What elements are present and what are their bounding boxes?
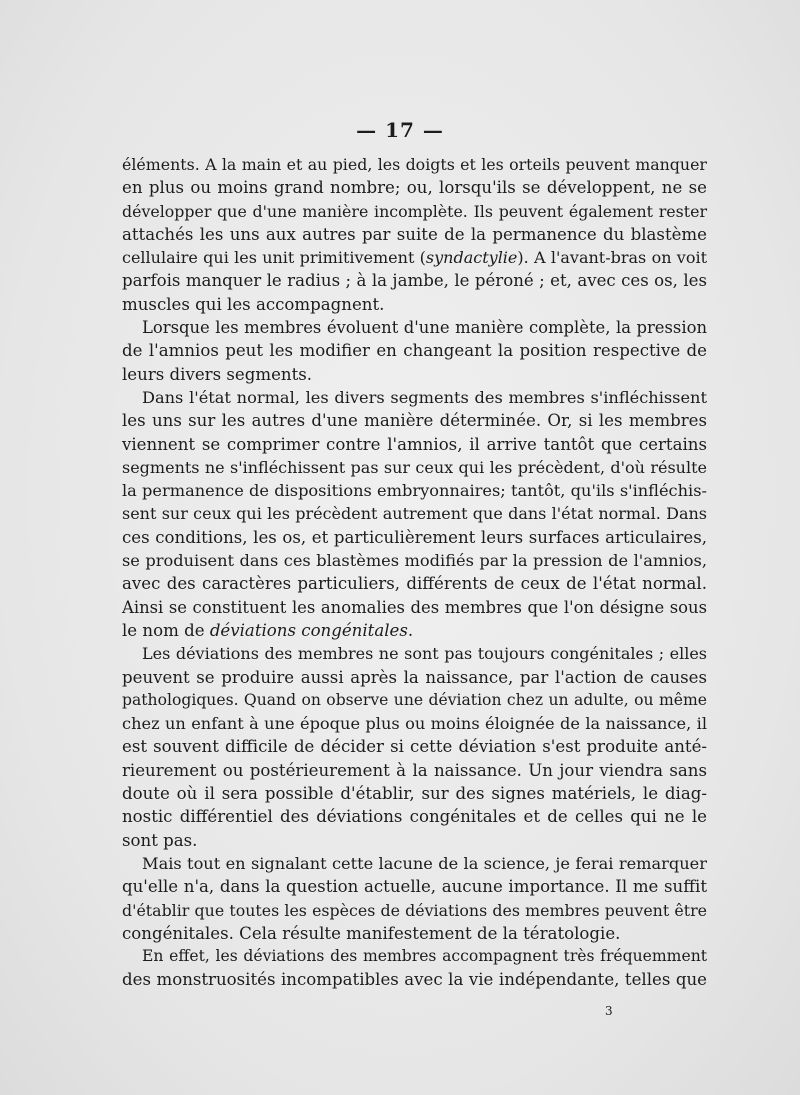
text-line: segments ne s'infléchissent pas sur ceux qui les précèdent, d'où résulte: [122, 457, 707, 477]
text-line: Mais tout en signalant cette lacune de la science, je ferai remarquer: [142, 853, 707, 873]
text-line: de l'amnios peut les modifier en changeant la position respective de: [122, 341, 707, 361]
text-line: la permanence de dispositions embryonnaires; tantôt, qu'ils s'infléchis-: [122, 481, 707, 501]
text-line: doute où il sera possible d'établir, sur des signes matériels, le diag-: [122, 784, 707, 804]
text-line: se produisent dans ces blastèmes modifiés par la pression de l'amnios,: [122, 551, 707, 571]
text-line: [122, 619, 707, 642]
text-line: leurs divers segments.: [122, 364, 313, 384]
text-line: parfois manquer le radius ; à la jambe, le péroné ; et, avec ces os, les: [122, 271, 707, 291]
text-line: d'établir que toutes les espèces de déviations des membres peuvent être: [122, 900, 707, 920]
text-line: [122, 246, 707, 269]
text-segment: .: [407, 620, 414, 640]
page-number: — 17 —: [356, 118, 444, 142]
text-line: muscles qui les accompagnent.: [122, 294, 385, 314]
text-line: qu'elle n'a, dans la question actuelle, aucune importance. Il me suffit: [122, 877, 707, 897]
text-line: pathologiques. Quand on observe une déviation chez un adulte, ou même: [122, 690, 707, 709]
text-line: ces conditions, les os, et particulièrement leurs surfaces articulaires,: [122, 527, 707, 547]
text-line: Les déviations des membres ne sont pas toujours congénitales ; elles: [142, 644, 707, 664]
text-line: rieurement ou postérieurement à la naissance. Un jour viendra sans: [122, 760, 707, 780]
text-line: attachés les uns aux autres par suite de la permanence du blastème: [122, 224, 707, 244]
text-line: développer que d'une manière incomplète. Ils peuvent également rester: [122, 201, 707, 221]
text-line: Ainsi se constituent les anomalies des membres que l'on désigne sous: [122, 597, 707, 617]
text-line: Dans l'état normal, les divers segments des membres s'infléchissent: [142, 387, 707, 407]
text-line: des monstruosités incompatibles avec la vie indépendante, telles que: [122, 970, 707, 990]
text-line: sent sur ceux qui les précèdent autrement que dans l'état normal. Dans: [122, 504, 707, 524]
text-line: éléments. A la main et au pied, les doigts et les orteils peuvent manquer: [122, 155, 707, 174]
text-line: Lorsque les membres évoluent d'une manière complète, la pression: [142, 318, 707, 338]
text-line: avec des caractères particuliers, différents de ceux de l'état normal.: [122, 574, 707, 594]
text-line: est souvent difficile de décider si cette déviation s'est produite anté-: [122, 737, 707, 757]
text-line: sont pas.: [122, 830, 198, 850]
text-line: en plus ou moins grand nombre; ou, lorsqu'ils se développent, ne se: [122, 178, 707, 198]
text-line: nostic différentiel des déviations congénitales et de celles qui ne le: [122, 807, 707, 827]
text-line: chez un enfant à une époque plus ou moins éloignée de la naissance, il: [122, 714, 707, 734]
text-segment: cellulaire qui les unit primitivement (: [122, 248, 426, 268]
text-segment: le nom de: [122, 620, 210, 640]
text-line: les uns sur les autres d'une manière déterminée. Or, si les membres: [122, 411, 707, 431]
body-text: [122, 153, 707, 992]
text-line: En effet, les déviations des membres accompagnent très fréquemment: [142, 947, 707, 966]
text-line: peuvent se produire aussi après la naissance, par l'action de causes: [122, 667, 707, 687]
signature-mark: 3: [605, 1004, 613, 1018]
italic-term: syndactylie: [425, 248, 518, 268]
text-line: viennent se comprimer contre l'amnios, il arrive tantôt que certains: [122, 434, 707, 454]
text-line: congénitales. Cela résulte manifestement de la tératologie.: [122, 923, 621, 943]
text-segment: ). A l'avant-bras on voit: [517, 248, 708, 268]
italic-term: déviations congénitales: [209, 620, 408, 640]
